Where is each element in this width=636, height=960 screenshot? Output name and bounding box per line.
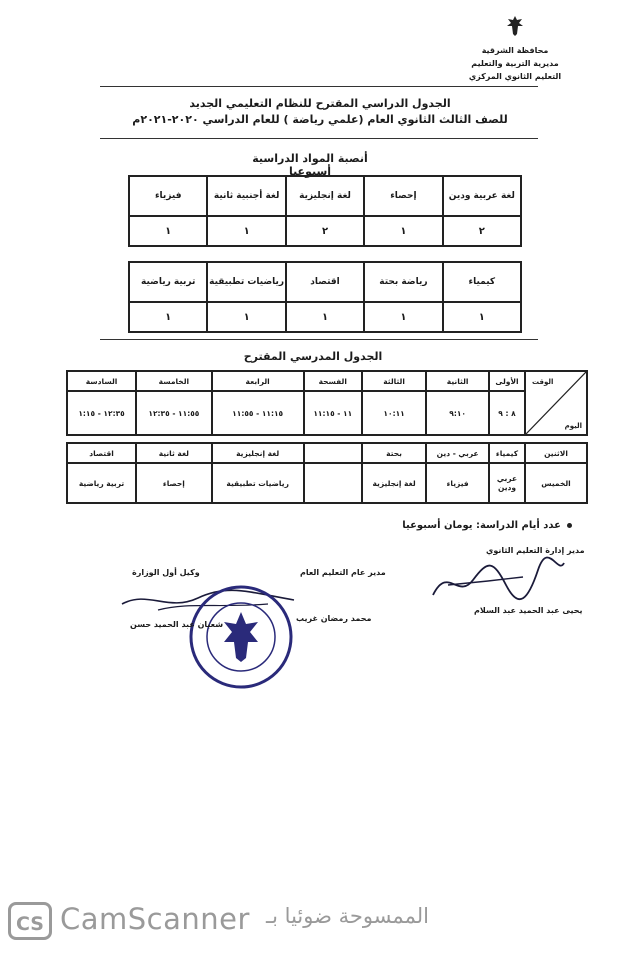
table-gap [67, 435, 587, 443]
schedule-cell: عربي ودين [489, 463, 525, 503]
divider [100, 339, 538, 340]
period-header: الأولى [489, 371, 525, 391]
schedule-cell: عربي - دين [426, 443, 489, 463]
subject-count: ٢ [443, 216, 521, 246]
corner-day-label: اليوم [564, 422, 582, 430]
schedule-cell: إحصاء [136, 463, 212, 503]
camscanner-arabic-text: الممسوحة ضوئيا بـ [266, 904, 429, 928]
subject-label: لغة عربية ودين [443, 176, 521, 216]
divider [100, 138, 538, 139]
subject-label: فيزياء [129, 176, 207, 216]
day-label: الخميس [525, 463, 587, 503]
schedule-corner-cell [525, 371, 587, 435]
camscanner-logo-icon: CS [8, 902, 52, 940]
period-header: الثالثة [362, 371, 426, 391]
period-header: الرابعة [212, 371, 304, 391]
period-time: ١٠:١١ [362, 391, 426, 435]
schedule-cell: رياضيات تطبيقية [212, 463, 304, 503]
official-seal-icon [186, 582, 296, 692]
period-time: ٩:١٠ [426, 391, 489, 435]
subject-label: إحصاء [364, 176, 442, 216]
subject-label: تربية رياضية [129, 262, 207, 302]
period-header: الفسحة [304, 371, 362, 391]
period-time: ١١:١٥ - ١١:٥٥ [212, 391, 304, 435]
schedule-cell: اقتصاد [67, 443, 136, 463]
weekly-subjects-title: أنصبة المواد الدراسية أسبوعيا [252, 152, 368, 178]
subject-count: ١ [207, 302, 285, 332]
table-gap [129, 246, 521, 262]
header-line-department: التعليم الثانوي المركزي [468, 72, 562, 81]
subject-label: رياضة بحتة [364, 262, 442, 302]
schedule-cell: لغة إنجليزية [362, 463, 426, 503]
period-header: الثانية [426, 371, 489, 391]
signature-role-middle: مدير عام التعليم العام [300, 568, 386, 577]
title-line-1: الجدول الدراسي المقترح للنظام التعليمي الجديد [189, 97, 451, 110]
subject-count: ١ [364, 302, 442, 332]
thursday-row [67, 463, 587, 503]
subject-count: ١ [286, 302, 364, 332]
eagle-emblem-icon [504, 14, 526, 38]
study-days-note [372, 520, 572, 531]
schedule-cell: تربية رياضية [67, 463, 136, 503]
signature-name-left: شعبان عبد الحميد حسن [130, 620, 224, 629]
divider [100, 86, 538, 87]
note-text: عدد أيام الدراسة: يومان أسبوعيا [402, 520, 561, 531]
subject-label: كيمياء [443, 262, 521, 302]
subject-count: ١ [443, 302, 521, 332]
signature-name-right: يحيى عبد الحميد عبد السلام [474, 606, 583, 615]
document-title [110, 96, 530, 128]
period-time: ١٢:٣٥ - ١:١٥ [67, 391, 136, 435]
camscanner-brand-text: CamScanner [60, 902, 250, 936]
header-line-directorate: مديرية التربية والتعليم [471, 59, 559, 68]
subject-label: رياضيات تطبيقية [207, 262, 285, 302]
monday-row [67, 443, 587, 463]
schedule-cell [304, 443, 362, 463]
handwritten-signature-right [428, 555, 568, 605]
subject-label: لغة أجنبية ثانية [207, 176, 285, 216]
subject-count: ١ [129, 216, 207, 246]
schedule-cell: فيزياء [426, 463, 489, 503]
schedule-cell: كيمياء [489, 443, 525, 463]
period-time: ٨ : ٩ [489, 391, 525, 435]
schedule-cell: لغة ثانية [136, 443, 212, 463]
day-label: الاثنين [525, 443, 587, 463]
weekly-subjects-table [128, 175, 522, 333]
header-line-governorate: محافظة الشرقية [481, 46, 549, 55]
subject-label: اقتصاد [286, 262, 364, 302]
proposed-schedule-table [66, 370, 588, 504]
signature-role-right: مدير إدارة التعليم الثانوي [486, 546, 585, 555]
signature-name-middle: محمد رمضان غريب [296, 614, 372, 623]
ministry-header [440, 14, 590, 83]
schedule-title: الجدول المدرسي المقترح [243, 350, 383, 363]
period-header: الخامسة [136, 371, 212, 391]
signature-role-left: وكيل أول الوزارة [132, 568, 200, 577]
schedule-cell: بحتة [362, 443, 426, 463]
period-time: ١١ - ١١:١٥ [304, 391, 362, 435]
title-line-2: للصف الثالث الثانوي العام (علمي رياضة ) للعام الدراسي ٢٠٢٠-٢٠٢١م [132, 113, 508, 126]
subject-label: لغة إنجليزية [286, 176, 364, 216]
period-header: السادسة [67, 371, 136, 391]
subject-count: ١ [364, 216, 442, 246]
subject-count: ١ [129, 302, 207, 332]
period-time: ١١:٥٥ - ١٢:٣٥ [136, 391, 212, 435]
subject-count: ١ [207, 216, 285, 246]
bullet-icon [567, 523, 572, 528]
schedule-cell: لغة إنجليزية [212, 443, 304, 463]
subject-count: ٢ [286, 216, 364, 246]
schedule-cell [304, 463, 362, 503]
corner-time-label: الوقت [532, 378, 554, 386]
